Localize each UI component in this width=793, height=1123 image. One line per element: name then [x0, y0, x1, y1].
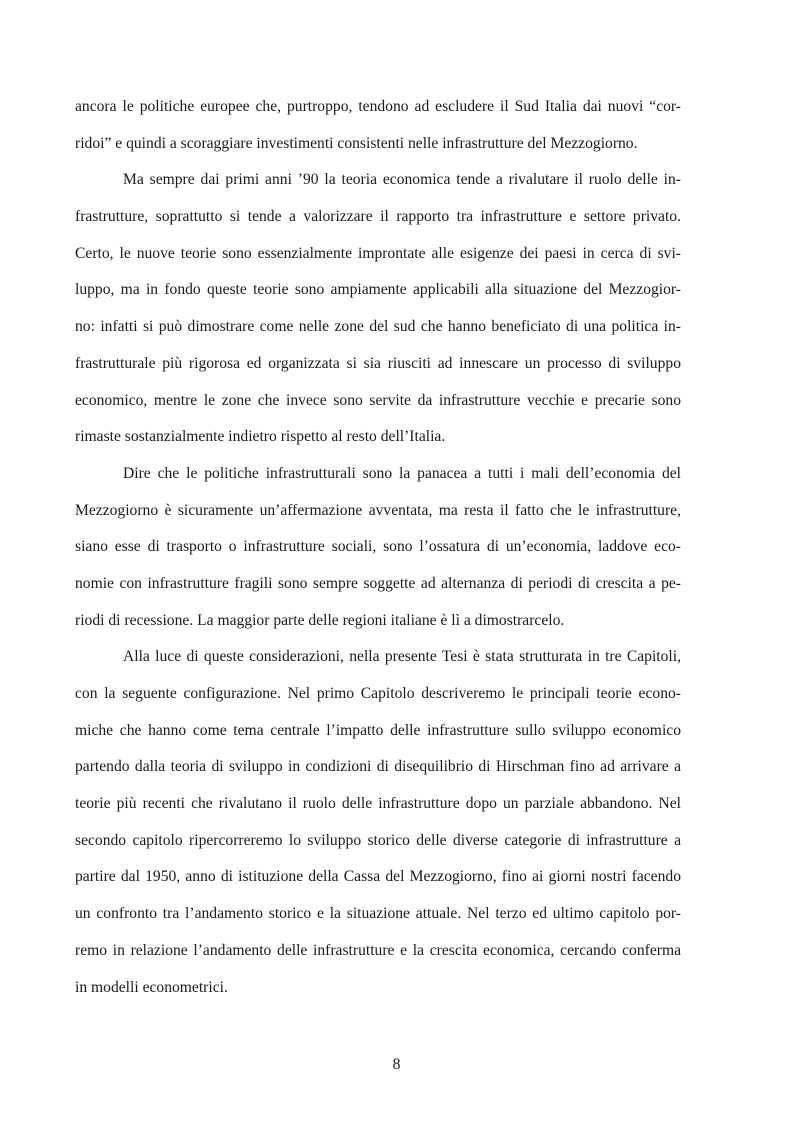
text-line: Mezzogiorno è sicuramente un’affermazione avventata, ma resta il fatto che le infrastrutture, — [75, 501, 681, 519]
text-line: rimaste sostanzialmente indietro rispetto al resto dell’Italia. — [75, 428, 446, 446]
text-line: Dire che le politiche infrastrutturali sono la panacea a tutti i mali dell’economia del — [123, 464, 681, 482]
text-line: riodi di recessione. La maggior parte delle regioni italiane è lì a dimostrarcelo. — [75, 611, 565, 629]
text-line: remo in relazione l’andamento delle infrastrutture e la crescita economica, cercando conferma — [75, 941, 681, 959]
text-line: miche che hanno come tema centrale l’impatto delle infrastrutture sullo sviluppo economico — [75, 721, 681, 739]
text-line: con la seguente configurazione. Nel primo Capitolo descriveremo le principali teorie econo- — [75, 685, 681, 702]
text-line: luppo, ma in fondo queste teorie sono ampiamente applicabili alla situazione del Mezzogior- — [75, 281, 681, 299]
text-line: secondo capitolo ripercorreremo lo sviluppo storico delle diverse categorie di infrastrutture a — [75, 831, 681, 849]
text-line: in modelli econometrici. — [75, 978, 228, 996]
body-text — [75, 89, 681, 1006]
page-number: 8 — [392, 1056, 401, 1073]
text-line: teorie più recenti che rivalutano il ruolo delle infrastrutture dopo un parziale abbandono. Nel — [75, 795, 681, 813]
text-line: partendo dalla teoria di sviluppo in condizioni di disequilibrio di Hirschman fino ad arrivare a — [75, 758, 681, 776]
text-line: Certo, le nuove teorie sono essenzialmente improntate alle esigenze dei paesi in cerca di svi- — [75, 244, 681, 262]
text-line: un confronto tra l’andamento storico e la situazione attuale. Nel terzo ed ultimo capitolo por- — [75, 905, 681, 923]
text-line: frastrutture, soprattutto si tende a valorizzare il rapporto tra infrastrutture e settore privato. — [75, 208, 681, 226]
text-line: ancora le politiche europee che, purtroppo, tendono ad escludere il Sud Italia dai nuovi “cor- — [75, 98, 681, 115]
text-line: nomie con infrastrutture fragili sono sempre soggette ad alternanza di periodi di crescita a pe- — [75, 574, 681, 592]
text-line: ridoi” e quindi a scoraggiare investimenti consistenti nelle infrastrutture del Mezzogiorno. — [75, 134, 638, 152]
text-line: Ma sempre dai primi anni ’90 la teoria economica tende a rivalutare il ruolo delle in- — [123, 171, 681, 189]
text-line: no: infatti si può dimostrare come nelle zone del sud che hanno beneficiato di una politica in- — [75, 318, 681, 336]
text-line: partire dal 1950, anno di istituzione della Cassa del Mezzogiorno, fino ai giorni nostri facendo — [75, 868, 681, 886]
text-line: Alla luce di queste considerazioni, nella presente Tesi è stata strutturata in tre Capitoli, — [123, 648, 681, 666]
text-line: siano esse di trasporto o infrastrutture sociali, sono l’ossatura di un’economia, laddove eco- — [75, 538, 681, 556]
text-line: economico, mentre le zone che invece sono servite da infrastrutture vecchie e precarie sono — [75, 391, 681, 409]
text-line: frastrutturale più rigorosa ed organizzata si sia riusciti ad innescare un processo di sviluppo — [75, 354, 681, 372]
